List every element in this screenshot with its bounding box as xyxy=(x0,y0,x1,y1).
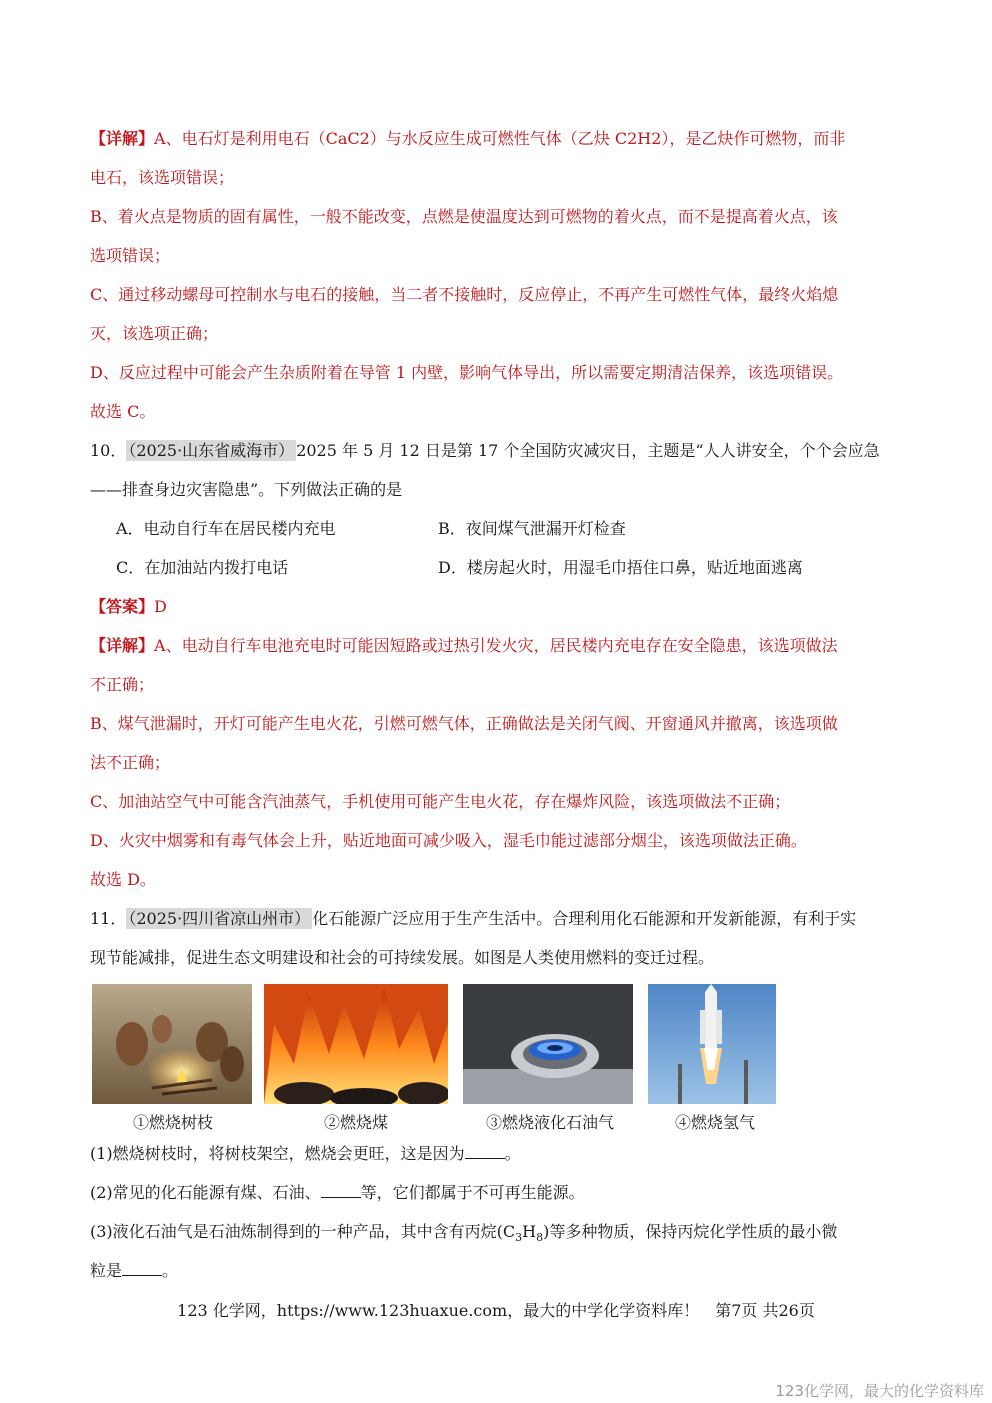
explain1-line-b1: B、着火点是物质的固有属性，一般不能改变，点燃是使温度达到可燃物的着火点，而不是提高着火点，该 xyxy=(90,207,838,226)
q10-stem-line2: ——排查身边灾害隐患”。下列做法正确的是 xyxy=(90,480,403,499)
answer-blank[interactable] xyxy=(465,1144,505,1159)
q10-option-d: D．楼房起火时，用湿毛巾捂住口鼻，贴近地面逃离 xyxy=(438,558,803,577)
q10-source-tag: （2025·山东省威海市） xyxy=(128,441,295,460)
explain2-line-d1: D、火灾中烟雾和有毒气体会上升，贴近地面可减少吸入，湿毛巾能过滤部分烟尘，该选项做法正确。 xyxy=(90,831,807,850)
burning-branches-image xyxy=(92,984,252,1104)
q10-option-c: C．在加油站内拨打电话 xyxy=(116,558,289,577)
q10-stem-line1: 10． （2025·山东省威海市） 2025 年 5 月 12 日是第 17 个全国防灾减灾日，主题是“人人讲安全，个个会应急 xyxy=(90,441,880,460)
explain1-line-b2: 选项错误； xyxy=(90,246,171,265)
explain1-choice: 故选 C。 xyxy=(90,402,156,421)
answer-blank[interactable] xyxy=(321,1183,361,1198)
q11-subquestion-2: (2)常见的化石能源有煤、石油、 等，它们都属于不可再生能源。 xyxy=(90,1183,585,1202)
explain2-line-b1: B、煤气泄漏时，开灯可能产生电火花，引燃可燃气体，正确做法是关闭气阀、开窗通风并撤离，该选项做 xyxy=(90,714,838,733)
q10-option-b: B．夜间煤气泄漏开灯检查 xyxy=(438,519,626,538)
caption-burning-branches: ①燃烧树枝 xyxy=(132,1113,213,1132)
watermark: 123化学网，最大的化学资料库 xyxy=(775,1382,984,1400)
explain1-line-a2: 电石，该选项错误； xyxy=(90,168,235,187)
explain1-line-c2: 灭，该选项正确； xyxy=(90,324,219,343)
q11-stem-line1: 11． （2025·四川省凉山州市） 化石能源广泛应用于生产生活中。合理利用化石能源和开发新能源，有利于实 xyxy=(90,909,857,928)
explain1-line-c1: C、通过移动螺母可控制水与电石的接触，当二者不接触时，反应停止，不再产生可燃性气体，最终火焰熄 xyxy=(90,285,839,304)
explain2-line-a2: 不正确； xyxy=(90,675,155,694)
explain1-line-a1: 【详解】A、电石灯是利用电石（CaC2）与水反应生成可燃性气体（乙炔 C2H2），是乙炔作可燃物，而非 xyxy=(90,129,846,148)
caption-burning-coal: ②燃烧煤 xyxy=(323,1113,388,1132)
q11-subquestion-1: (1)燃烧树枝时，将树枝架空，燃烧会更旺，这是因为 。 xyxy=(90,1144,521,1163)
q10-option-a: A．电动自行车在居民楼内充电 xyxy=(116,519,336,538)
explain2-line-c1: C、加油站空气中可能含汽油蒸气，手机使用可能产生电火花，存在爆炸风险，该选项做法不正确； xyxy=(90,792,791,811)
caption-burning-lpg: ③燃烧液化石油气 xyxy=(485,1113,614,1132)
q11-source-tag: （2025·四川省凉山州市） xyxy=(128,909,311,928)
q11-stem-line2: 现节能减排，促进生态文明建设和社会的可持续发展。如图是人类使用燃料的变迁过程。 xyxy=(90,948,715,967)
burning-coal-image xyxy=(264,984,448,1104)
q11-subquestion-3-cont: 粒是 。 xyxy=(90,1261,179,1280)
explain2-choice: 故选 D。 xyxy=(90,870,156,889)
caption-burning-hydrogen: ④燃烧氢气 xyxy=(674,1113,755,1132)
q10-answer: 【答案】D xyxy=(90,597,167,616)
lpg-stove-image xyxy=(463,984,633,1104)
explain2-line-a1: 【详解】A、电动自行车电池充电时可能因短路或过热引发火灾，居民楼内充电存在安全隐患，该选项做法 xyxy=(90,636,838,655)
explain1-line-d1: D、反应过程中可能会产生杂质附着在导管 1 内壁，影响气体导出，所以需要定期清洁保养，该选项错误。 xyxy=(90,363,844,382)
explain2-line-b2: 法不正确； xyxy=(90,753,171,772)
explain-label: 【详解】 xyxy=(90,129,155,148)
answer-blank[interactable] xyxy=(122,1261,162,1276)
page-footer: 123 化学网，https://www.123huaxue.com，最大的中学化学资料库！ 第7页 共26页 xyxy=(177,1301,815,1320)
hydrogen-rocket-image xyxy=(648,984,776,1104)
q11-subquestion-3: (3)液化石油气是石油炼制得到的一种产品，其中含有丙烷$(C_3H_8)$等多种物质，保持丙烷化学性质的最小微 xyxy=(90,1222,838,1245)
